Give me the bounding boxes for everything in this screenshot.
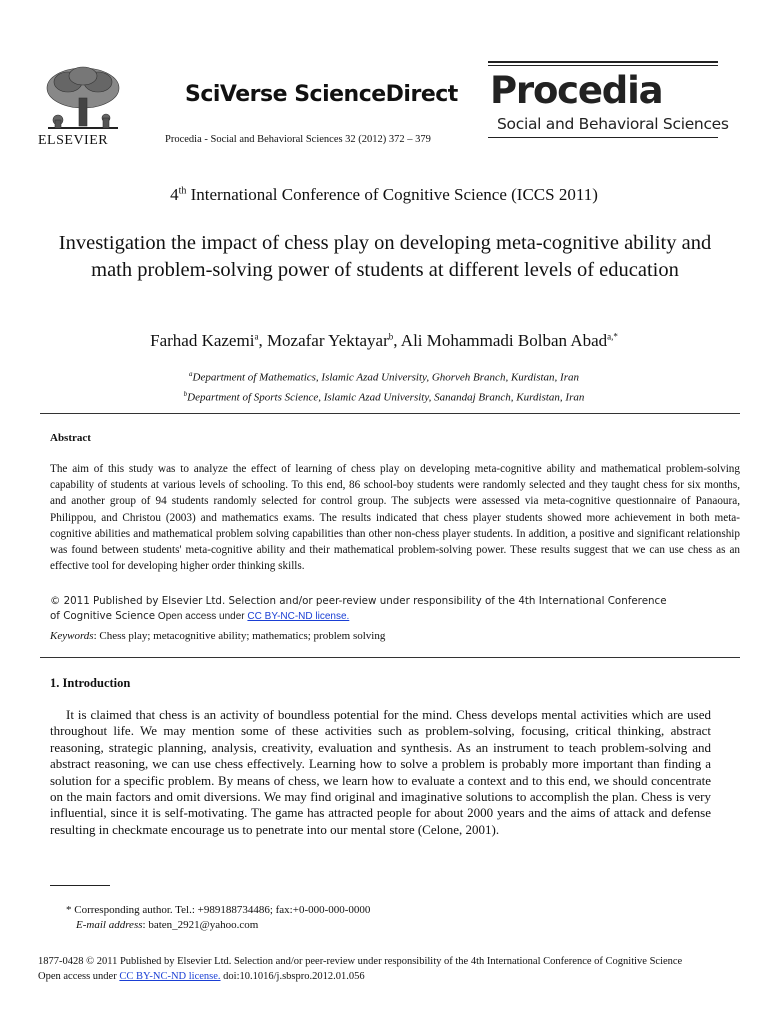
email-label: E-mail address	[76, 919, 143, 931]
author-name: Ali Mohammadi Bolban Abad	[400, 331, 608, 350]
publisher-name: ELSEVIER	[38, 133, 109, 148]
keywords-text: : Chess play; metacognitive ability; mathematics; problem solving	[93, 630, 386, 642]
conference-line	[0, 185, 768, 205]
introduction-body	[50, 707, 711, 838]
footnote-rule	[50, 885, 110, 886]
footer-copyright: 1877-0428 © 2011 Published by Elsevier Ltd. Selection and/or peer-review under responsibility of the 4th International Conference of Cognitive Science	[38, 956, 683, 967]
conference-number: 4	[170, 185, 179, 204]
affiliation-text: Department of Sports Science, Islamic Azad University, Sanandaj Branch, Kurdistan, Iran	[187, 391, 585, 404]
copyright-text: of Cognitive Science	[50, 610, 156, 622]
affiliation-mark: a	[189, 370, 193, 378]
author-name: Farhad Kazemi	[150, 331, 255, 350]
copyright-line: © 2011 Published by Elsevier Ltd. Selection and/or peer-review under responsibility of the 4th International Conference	[50, 595, 667, 607]
open-access-text: Open access under	[155, 611, 248, 622]
masthead-rule	[488, 61, 718, 63]
author-separator: ,	[258, 331, 267, 350]
keywords	[50, 630, 385, 642]
author-name: Mozafar Yektayar	[266, 331, 389, 350]
page-footer	[38, 955, 738, 984]
journal-reference: Procedia - Social and Behavioral Sciences 32 (2012) 372 – 379	[165, 134, 431, 145]
conference-name: International Conference of Cognitive Science (ICCS 2011)	[186, 185, 598, 204]
paper-title: Investigation the impact of chess play on developing meta-cognitive ability and math problem-solving power of students at different levels of education	[58, 232, 712, 281]
platform-name: SciVerse ScienceDirect	[185, 82, 458, 107]
corresponding-author: * Corresponding author. Tel.: +989188734486; fax:+0-000-000-0000	[66, 904, 371, 916]
license-link[interactable]: CC BY-NC-ND license.	[247, 611, 350, 622]
email-line	[66, 918, 370, 933]
footer-license-link[interactable]: CC BY-NC-ND license.	[119, 970, 221, 982]
abstract-heading: Abstract	[50, 432, 91, 444]
footnote	[66, 903, 370, 933]
affiliation-line	[0, 366, 768, 386]
email-address: : baten_2921@yahoo.com	[142, 919, 259, 931]
footer-doi: doi:10.1016/j.sbspro.2012.01.056	[220, 970, 365, 982]
author-separator: ,	[393, 331, 401, 350]
conference-number-suffix: th	[178, 185, 187, 197]
author-affil-mark: b	[388, 331, 394, 342]
footer-access-line	[38, 970, 738, 985]
section-heading: 1. Introduction	[50, 676, 131, 690]
keywords-label: Keywords	[50, 630, 94, 642]
affiliation-text: Department of Mathematics, Islamic Azad University, Ghorveh Branch, Kurdistan, Iran	[192, 371, 579, 384]
journal-subtitle: Social and Behavioral Sciences	[497, 115, 729, 133]
footer-open-access: Open access under	[38, 970, 120, 982]
journal-name: Procedia	[490, 69, 663, 112]
copyright-line	[50, 609, 740, 624]
affiliation-mark: b	[183, 389, 188, 398]
section-divider	[40, 657, 740, 658]
author-affil-mark: a	[254, 331, 259, 342]
masthead-rule	[488, 137, 718, 138]
author-affil-mark: a,*	[607, 331, 618, 342]
introduction-text: It is claimed that chess is an activity of boundless potential for the mind. Chess develops mental activities which are used throughout life. We may mention some of these activities such as problem-solving, focusing, critical thinking, abstract reasoning, strategic planning, analysis, creativity, evaluation and synthesis. As an instrument to teach problem-solving and abstract reasoning, we can use chess effectively. Learning how to solve a problem is probably more important than finding a solution for a specific problem. By means of chess, we learn how to evaluate a context and to this end, we should concentrate on the main factors and omit diversions. We may find original and imaginative solutions to accomplish the plan. Chess is very influential, since it is self-motivating. The game has attracted people for about 2000 years and the aims of attack and defense resulting in checkmate encourage us to penetrate into our mental store (Celone, 2001).	[50, 707, 711, 837]
abstract-body: The aim of this study was to analyze the effect of learning of chess play on developing meta-cognitive ability and mathematical problem-solving capability of students at various levels of schooling. To this end, 86 school-boy students were randomly selected and they taught chess for six months, and another group of 94 students randomly selected for control group. The subjects were assessed via meta-cognitive questionnaire of Panaoura, Philippou, and Christou (2003) and mathematics exams. The results indicated that chess player students showed more achievement in both meta-cognitive abilities and mathematical problem solving capabilities than other non-chess player students. In addition, a positive and significant relationship was found between students' meta-cognitive ability and their mathematical problem-solving power. These results suggest that we can use chess as an effective tool for developing higher order thinking skills.	[50, 463, 740, 573]
copyright-notice	[50, 594, 740, 624]
section-divider	[40, 413, 740, 414]
affiliations	[0, 366, 768, 405]
masthead-rule	[488, 65, 718, 66]
author-list	[0, 331, 768, 351]
affiliation-line	[0, 386, 768, 406]
